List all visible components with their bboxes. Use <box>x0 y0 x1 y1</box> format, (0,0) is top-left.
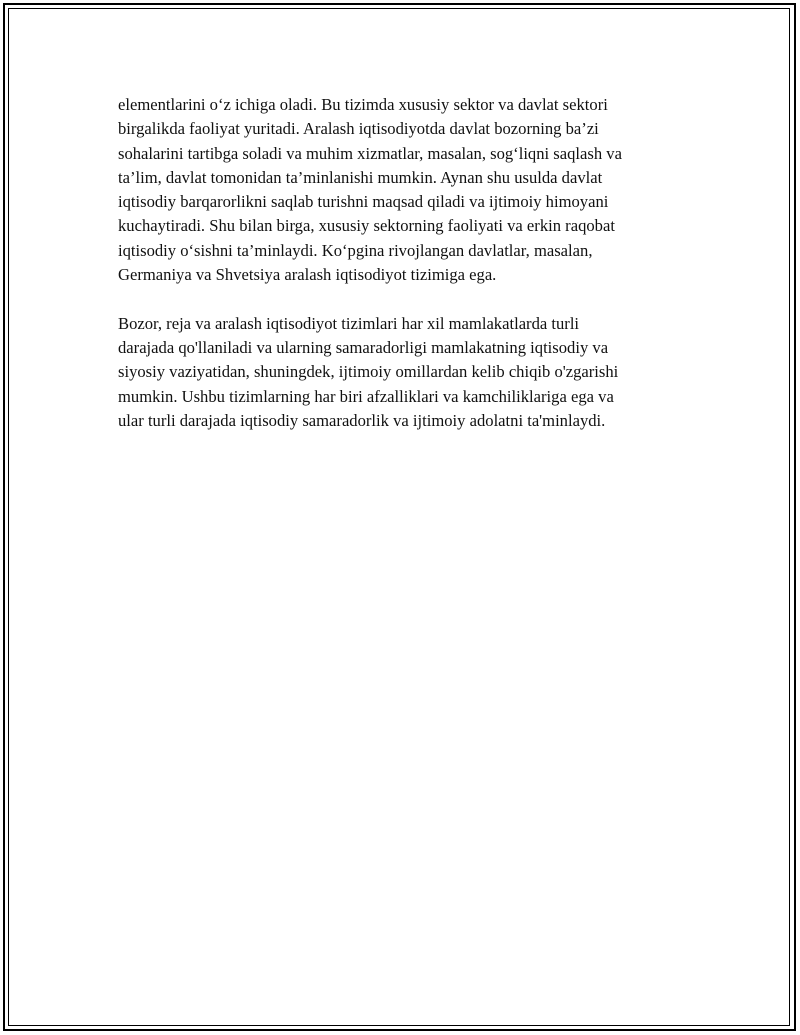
text-line: sohalarini tartibga soladi va muhim xizmatlar, masalan, sog‘liqni saqlash va <box>118 143 622 163</box>
text-line: elementlarini o‘z ichiga oladi. Bu tizimda xususiy sektor va davlat sektori <box>118 95 608 114</box>
text-line: mumkin. Ushbu tizimlarning har biri afzalliklari va kamchiliklariga ega va <box>118 386 614 406</box>
paragraph-mixed-economy <box>118 93 698 287</box>
text-line: Germaniya va Shvetsiya aralash iqtisodiyot tizimiga ega. <box>118 265 497 285</box>
paragraph-conclusion <box>118 312 698 433</box>
text-line: darajada qo'llaniladi va ularning samaradorligi mamlakatning iqtisodiy va <box>118 337 609 357</box>
text-line: ta’lim, davlat tomonidan ta’minlanishi mumkin. Aynan shu usulda davlat <box>118 167 603 187</box>
text-line: birgalikda faoliyat yuritadi. Aralash iqtisodiyotda davlat bozorning ba’zi <box>118 119 599 139</box>
text-line: ular turli darajada iqtisodiy samaradorlik va ijtimoiy adolatni ta'minlaydi. <box>118 410 606 430</box>
document-body <box>118 93 698 457</box>
text-line: iqtisodiy barqarorlikni saqlab turishni maqsad qiladi va ijtimoiy himoyani <box>118 192 609 212</box>
text-line: kuchaytiradi. Shu bilan birga, xususiy sektorning faoliyati va erkin raqobat <box>118 216 615 236</box>
text-line: iqtisodiy o‘sishni ta’minlaydi. Ko‘pgina rivojlangan davlatlar, masalan, <box>118 240 593 260</box>
text-line: Bozor, reja va aralash iqtisodiyot tizimlari har xil mamlakatlarda turli <box>118 313 580 333</box>
text-line: siyosiy vaziyatidan, shuningdek, ijtimoiy omillardan kelib chiqib o'zgarishi <box>118 362 619 382</box>
